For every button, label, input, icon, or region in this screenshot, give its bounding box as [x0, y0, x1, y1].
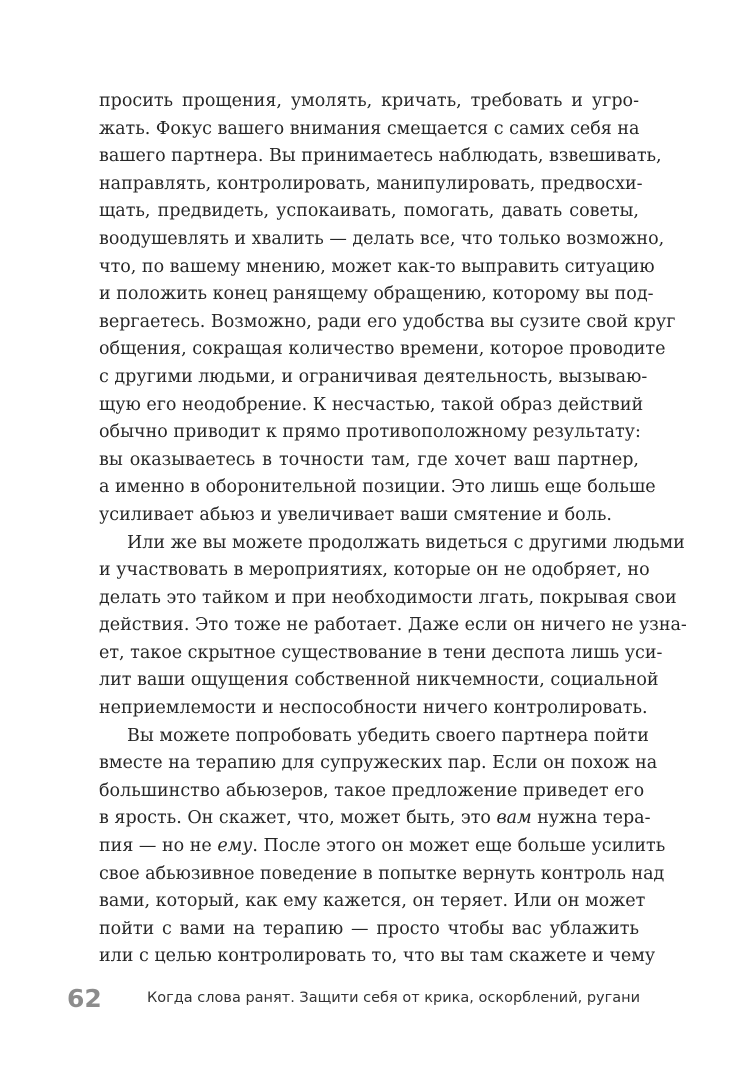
- text-line: ет, такое скрытное существование в тени деспота лишь уси-: [99, 642, 663, 663]
- text-line: [99, 833, 666, 861]
- text-line: что, по вашему мнению, может как-то выправить ситуацию: [99, 256, 655, 277]
- text-line: а именно в оборонительной позиции. Это лишь еще больше: [99, 477, 656, 498]
- text-line: вергаетесь. Возможно, ради его удобства вы сузите свой круг: [99, 311, 676, 332]
- text-line: просить прощения, умолять, кричать, требовать и угро-: [99, 91, 639, 111]
- text-line: или с целью контролировать то, что вы там скажете и чему: [99, 946, 656, 967]
- text-line: и положить конец ранящему обращению, которому вы под-: [99, 284, 654, 305]
- text-line: пойти с вами на терапию — просто чтобы вас ублажить: [99, 918, 639, 939]
- text-line: жать. Фокус вашего внимания смещается с самих себя на: [99, 118, 640, 139]
- text-line: усиливает абьюз и увеличивает ваши смятение и боль.: [99, 504, 612, 525]
- text-line: вашего партнера. Вы принимаетесь наблюдать, взвешивать,: [99, 146, 662, 167]
- text-segment: . После этого он может еще больше усилить: [252, 836, 666, 857]
- text-line: обычно приводит к прямо противоположному результату:: [99, 422, 641, 443]
- text-line: общения, сокращая количество времени, которое проводите: [99, 339, 666, 360]
- text-line: вами, который, как ему кажется, он теряет. Или он может: [99, 891, 646, 912]
- text-segment: нужна тера-: [531, 808, 651, 829]
- text-line: направлять, контролировать, манипулировать, предвосхи-: [99, 173, 643, 194]
- text-line: свое абьюзивное поведение в попытке вернуть контроль над: [99, 863, 665, 884]
- text-line: действия. Это тоже не работает. Даже если он ничего не узна-: [99, 615, 687, 636]
- text-line: [99, 805, 651, 833]
- text-line: воодушевлять и хвалить — делать все, что только возможно,: [99, 228, 665, 249]
- text-line: лит ваши ощущения собственной никчемности, социальной: [99, 670, 659, 691]
- page-number: 62: [67, 983, 102, 1013]
- emphasis: вам: [496, 808, 532, 829]
- text-line: неприемлемости и неспособности ничего контролировать.: [99, 698, 648, 719]
- text-line: и участвовать в мероприятиях, которые он не одобряет, но: [99, 560, 650, 581]
- text-line: вместе на терапию для супружеских пар. Если он похож на: [99, 753, 658, 774]
- text-segment: в ярость. Он скажет, что, может быть, это: [99, 808, 497, 829]
- text-line: вы оказываетесь в точности там, где хочет ваш партнер,: [99, 449, 639, 470]
- running-title: Когда слова ранят. Защити себя от крика, оскорблений, ругани: [147, 990, 641, 1006]
- text-line: делать это тайком и при необходимости лгать, покрывая свои: [99, 587, 677, 608]
- text-line: с другими людьми, и ограничивая деятельность, вызываю-: [99, 366, 648, 387]
- emphasis: ему: [217, 836, 253, 857]
- text-segment: пия — но не: [99, 836, 218, 857]
- text-line: Вы можете попробовать убедить своего партнера пойти: [127, 725, 649, 746]
- page-footer: [67, 978, 667, 1018]
- text-line: щать, предвидеть, успокаивать, помогать, давать советы,: [99, 201, 639, 222]
- text-line: Или же вы можете продолжать видеться с другими людьми: [127, 532, 685, 553]
- body-text: [99, 88, 687, 971]
- text-line: большинство абьюзеров, такое предложение приведет его: [99, 780, 645, 801]
- text-line: щую его неодобрение. К несчастью, такой образ действий: [99, 394, 644, 415]
